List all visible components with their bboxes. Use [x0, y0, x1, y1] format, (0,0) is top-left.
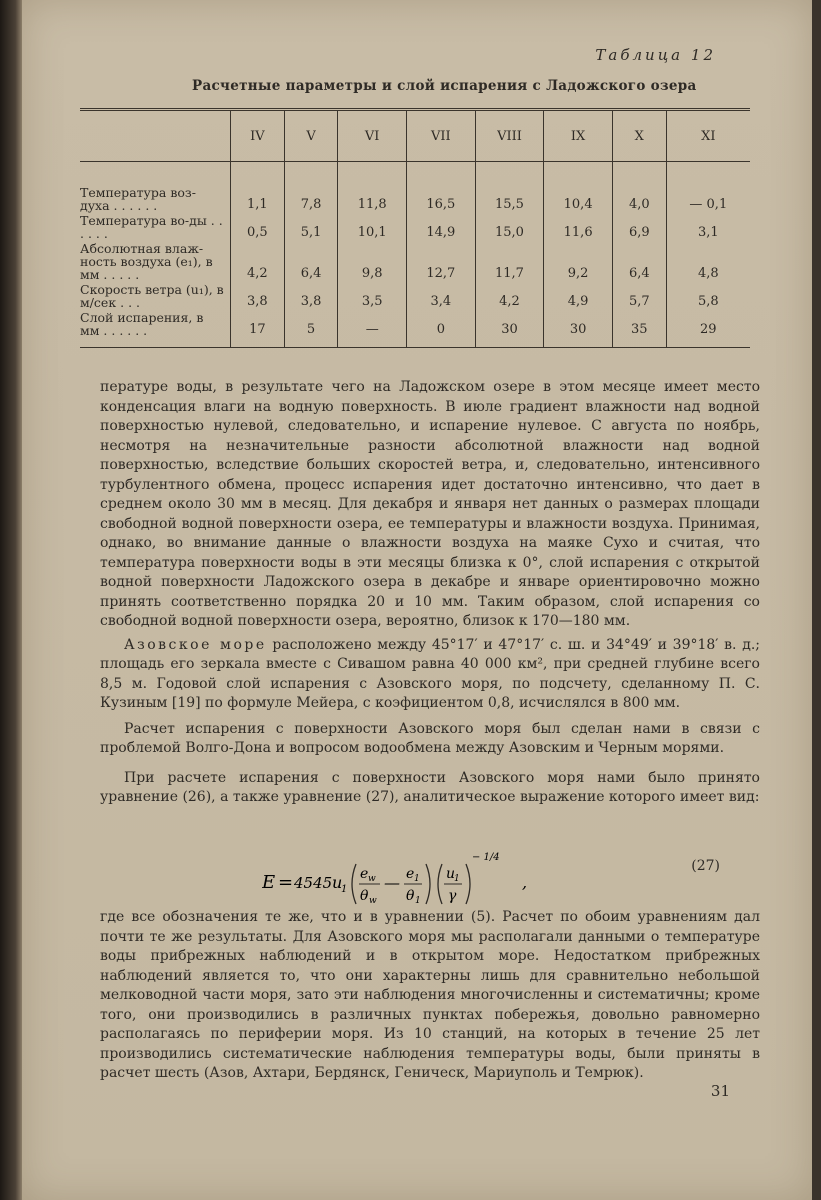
table-cell: 4,9: [544, 283, 613, 311]
row-label: Абсолютная влаж-ность воздуха (e₁), в мм . . . . .: [80, 241, 213, 282]
table-cell: 4,2: [475, 283, 544, 311]
table-cell: 6,4: [284, 242, 338, 283]
paren-right-2: [466, 864, 470, 904]
formula-gamma: γ: [448, 888, 457, 904]
body-text-upper: [100, 378, 760, 808]
table-cell: 6,9: [612, 214, 666, 242]
table-cell: 30: [544, 311, 613, 348]
paragraph: При расчете испарения с поверхности Азовского моря нами было принято уравнение (26), а также уравнение (27), аналитическое выражение которого имеет вид:: [100, 769, 760, 805]
table-cell: 4,2: [231, 242, 285, 283]
table-row: [80, 283, 750, 311]
table-cell: —: [338, 311, 407, 348]
book-gutter: [0, 0, 22, 1200]
table-cell: 35: [612, 311, 666, 348]
table-cell: 17: [231, 311, 285, 348]
table-cell: 5,1: [284, 214, 338, 242]
formula-lhs: E: [262, 872, 276, 893]
formula-graphic: [262, 848, 562, 912]
table-cell: 5,8: [666, 283, 750, 311]
table-cell: 1,1: [231, 162, 285, 215]
table-cell: 15,0: [475, 214, 544, 242]
header-month: XI: [666, 110, 750, 162]
header-month: VI: [338, 110, 407, 162]
header-month: IX: [544, 110, 613, 162]
table-cell: 16,5: [407, 162, 476, 215]
evaporation-table: [80, 108, 750, 348]
paragraph-rest: расположено между 45°17′ и 47°17′ с. ш. и 34°49′ и 39°18′ в. д.; площадь его зеркала вместе с Сивашом равна 40 000 км², при средней глубине всего 8,5 м. Годовой слой испарения с Азовского моря, по подсчету, сделанному П. С. Кузиным [19] по формуле Мейера, с коэфициентом 0,8, исчислялся в 800 мм.: [100, 636, 760, 711]
formula-ew: e: [360, 866, 369, 882]
formula-27: [262, 848, 562, 917]
table-row: [80, 214, 750, 242]
formula-theta-1: θ: [406, 888, 415, 904]
formula-comma: ,: [522, 873, 528, 892]
table-cell: 11,7: [475, 242, 544, 283]
formula-ew-sub: w: [368, 874, 376, 884]
page-number: 31: [710, 1082, 730, 1100]
table-cell: 29: [666, 311, 750, 348]
table-cell: 15,5: [475, 162, 544, 215]
header-month: V: [284, 110, 338, 162]
formula-theta-w: θ: [360, 888, 369, 904]
table-cell: 5: [284, 311, 338, 348]
table-cell: 11,8: [338, 162, 407, 215]
table-cell: 5,7: [612, 283, 666, 311]
formula-theta-1-sub: 1: [415, 896, 421, 906]
table-cell: 0: [407, 311, 476, 348]
table-title: Расчетные параметры и слой испарения с Ладожского озера: [192, 78, 697, 94]
formula-theta-w-sub: w: [369, 896, 377, 906]
table-cell: 4,0: [612, 162, 666, 215]
formula-u1: u: [446, 866, 456, 882]
paragraph: Расчет испарения с поверхности Азовского моря был сделан нами в связи с проблемой Волго-Дона и вопросом водообмена между Азовским и Черным морями.: [100, 720, 760, 756]
table-cell: 11,6: [544, 214, 613, 242]
formula-number: (27): [691, 858, 720, 874]
table-row: [80, 311, 750, 348]
paren-right-1: [426, 864, 430, 904]
paragraph-lead: Азовское море: [124, 636, 267, 653]
table-cell: 7,8: [284, 162, 338, 215]
formula-e1-sub: 1: [414, 874, 420, 884]
table-cell: 3,5: [338, 283, 407, 311]
table-cell: 9,8: [338, 242, 407, 283]
table-cell: 14,9: [407, 214, 476, 242]
table-cell: 6,4: [612, 242, 666, 283]
table-cell: 3,4: [407, 283, 476, 311]
formula-coef: 4545: [294, 874, 333, 892]
table-cell: 4,8: [666, 242, 750, 283]
table-cell: 10,4: [544, 162, 613, 215]
table-cell: 12,7: [407, 242, 476, 283]
header-month: IV: [231, 110, 285, 162]
table-cell: 30: [475, 311, 544, 348]
formula-minus: —: [384, 873, 400, 892]
formula-equals: =: [278, 872, 294, 893]
row-label: Температура воз-духа . . . . . .: [80, 185, 196, 213]
table-cell: 3,1: [666, 214, 750, 242]
formula-u1-sub: 1: [454, 874, 460, 884]
row-label: Температура во-ды . . . . . .: [80, 213, 223, 241]
header-month: VIII: [475, 110, 544, 162]
body-text-lower: [100, 908, 760, 1084]
formula-u-sub: 1: [341, 884, 348, 895]
paren-left-1: [352, 864, 356, 904]
table-number: Таблица 12: [595, 46, 716, 64]
formula-exponent: − 1/4: [472, 852, 500, 863]
header-month: X: [612, 110, 666, 162]
paragraph: пературе воды, в результате чего на Ладожском озере в этом месяце имеет место конденсация влаги на водную поверхность. В июле градиент влажности над водной поверхностью нулевой, следовательно, и испарение нулевое. С августа по ноябрь, несмотря на незначительные разности абсолютной влажности над водной поверхностью, вследствие больших скоростей ветра, и, следовательно, интенсивного турбулентного обмена, процесс испарения идет достаточно интенсивно, что дает в среднем около 30 мм в месяц. Для декабря и января нет данных о размерах площади свободной водной поверхности озера, ее температуры и влажности воздуха. Принимая, однако, во внимание данные о влажности воздуха на маяке Сухо и считая, что температура поверхности воды в эти месяцы близка к 0°, слой испарения с открытой водной поверхности Ладожского озера в декабре и январе ориентировочно можно принять соответственно порядка 20 и 10 мм. Таким образом, слой испарения со свободной водной поверхности озера, вероятно, близок к 170—180 мм.: [100, 379, 760, 629]
table-cell: — 0,1: [666, 162, 750, 215]
table-cell: 0,5: [231, 214, 285, 242]
table-cell: 9,2: [544, 242, 613, 283]
paragraph: [100, 636, 760, 714]
table-cell: 3,8: [284, 283, 338, 311]
page: [22, 0, 812, 1200]
table-row: [80, 162, 750, 215]
table-cell: 10,1: [338, 214, 407, 242]
row-label: Скорость ветра (u₁), в м/сек . . .: [80, 282, 224, 310]
header-month: VII: [407, 110, 476, 162]
paren-left-2: [438, 864, 442, 904]
formula-e1: e: [406, 866, 415, 882]
paragraph: где все обозначения те же, что и в уравнении (5). Расчет по обоим уравнениям дал почти те же результаты. Для Азовского моря мы располагали данными о температуре воды прибрежных наблюдений и в открытом море. Недостатком прибрежных наблюдений является то, что они характерны лишь для сравнительно небольшой мелководной части моря, зато эти наблюдения многочисленны и систематичны; кроме того, они производились в различных пунктах побережья, довольно равномерно располагаясь по периферии моря. Из 10 станций, на которых в течение 25 лет производились систематические наблюдения температуры воды, были приняты в расчет шесть (Азов, Ахтари, Бердянск, Геническ, Мариуполь и Темрюк).: [100, 909, 760, 1081]
header-label-cell: [80, 110, 231, 162]
table-header-row: [80, 110, 750, 162]
row-label: Слой испарения, в мм . . . . . .: [80, 311, 231, 348]
table-row: [80, 242, 750, 283]
table-cell: 3,8: [231, 283, 285, 311]
formula-u: u: [332, 873, 343, 892]
